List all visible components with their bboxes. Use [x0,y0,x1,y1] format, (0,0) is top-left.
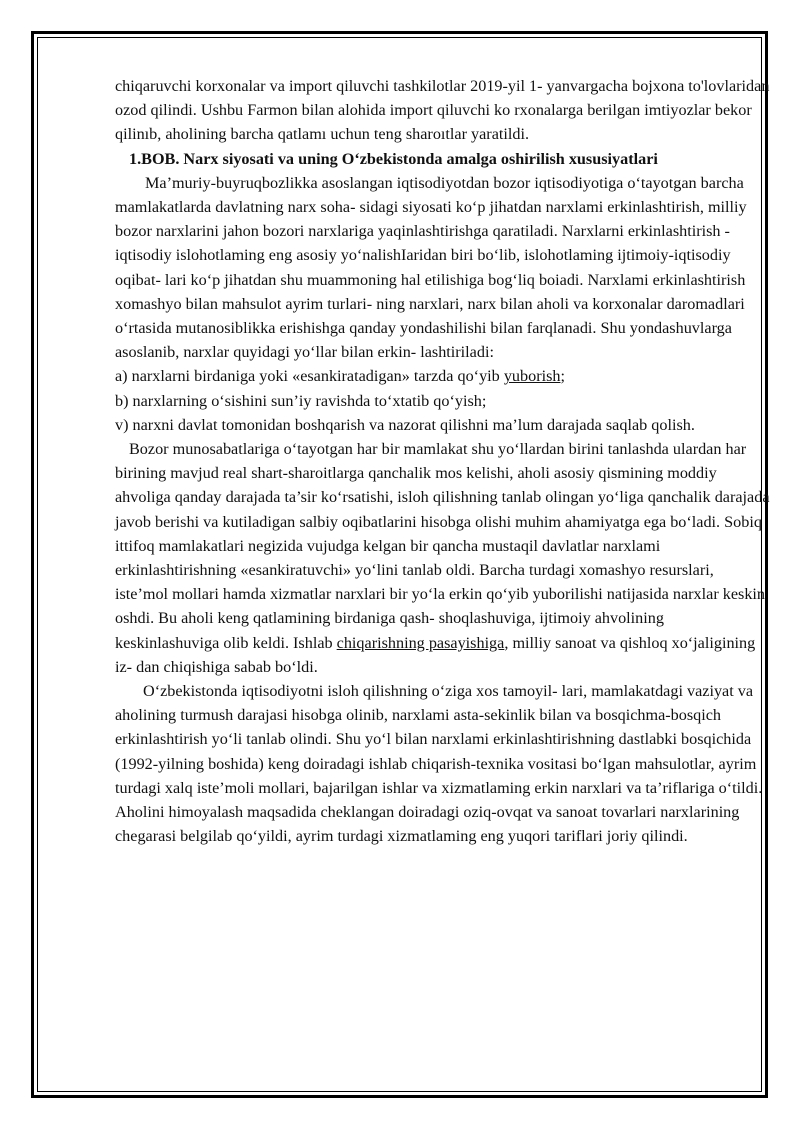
list-item-a-text: a) narxlarni birdaniga yoki «esankiratadigan» tarzda qo‘yib [115,367,504,386]
list-item-b: b) narxlarning o‘sishini sun’iy ravishda to‘xtatib qo‘yish; [115,391,487,410]
paragraph-4: O‘zbekistonda iqtisodiyotni isloh qilishning o‘ziga xos tamoyil- lari, mamlakatdagi vaziyat va aholining turmush darajasi hisobga olinib, narxlami asta-sekinlik bilan va bosqichma-bosqich erkinlashtirish yo‘li tanlab olindi. Shu yo‘l bilan narxlami erkinlashtirishning dastlabki bosqichida (1992-yilning boshida) keng doiradagi ishlab chiqarish-texnika vositasi bo‘lgan mahsulotlar, ayrim turdagi xalq iste’moli mollari, bajarilgan ishlar va xizmatlaming erkin narxlari va ta’riflariga o‘tildi. Aholini himoyalash maqsadida cheklangan doiradagi oziq-ovqat va sanoat tovarlari narxlarining chegarasi belgilab qo‘yildi, ayrim turdagi xizmatlaming eng yuqori tariflari joriy qilindi. [115,682,763,846]
list-item-v: v) narxni davlat tomonidan boshqarish va nazorat qilishni ma’lum darajada saqlab qolish. [115,415,695,434]
underlined-text-pasayishiga: chiqarishning pasayishiga [336,633,505,652]
paragraph-3 [115,437,770,679]
document-body [115,74,770,849]
paragraph-3-end: , milliy sanoat va qishloq xo‘jaligining iz- dan chiqishiga sabab bo‘ldi. [115,633,756,676]
list-item-a [115,364,770,388]
paragraph-2: Ma’muriy-buyruqbozlikka asoslangan iqtisodiyotdan bozor iqtisodiyotiga o‘tayotgan barcha mamlakatlarda davlatning narx soha- sidagi siyosati ko‘p jihatdan narxlami erkinlashtirish, milliy bozor narxlarini jahon bozori narxlariga yaqinlashtirishga qaratiladi. Narxlarni erkinlashtirish - iqtisodiy islohotlaming eng asosiy yo‘nalishIaridan biri bo‘lib, islohotlaming ijtimoiy-iqtisodiy oqibat- lari ko‘p jihatdan shu muammoning hal etilishiga bog‘liq boiadi. Narxlami erkinlashtirish xomashyo bilan mahsulot ayrim turlari- ning narxlari, narx bilan aholi va korxonalar daromadlari o‘rtasida mutanosiblikka erishishga qanday yondashilishi bilan farqlanadi. Shu yondashuvlarga asoslanib, narxlar quyidagi yo‘llar bilan erkin- lashtiriladi: [115,173,747,362]
underlined-text-yuborish: yuborish [503,367,561,386]
paragraph-3-text: Bozor munosabatlariga o‘tayotgan har bir mamlakat shu yo‘llardan birini tanlashda ulardan har birining mavjud real shart-sharoitlarga qanchalik mos kelishi, aholi asosiy qismining moddiy ahvoliga qanday darajada ta’sir ko‘rsatishi, isloh qilishning tanlab olingan yo‘liga qanchalik darajada javob berishi va kutiladigan salbiy oqibatlarini hisobga olishi muhim ahamiyatga ega bo‘ladi. Sobiq ittifoq mamlakatlari negizida vujudga kelgan bir qancha mustaqil davlatlar narxlami erkinlashtirishning «esankiratuvchi» yo‘lini tanlab oldi. Barcha turdagi xomashyo resurslari, iste’mol mollari hamda xizmatlar narxlari bir yo‘la erkin qo‘yib yuborilishi natijasida narxlar keskin oshdi. Bu aholi keng qatlamining birdaniga qash- shoqlashuviga, ijtimoiy ahvolining keskinlashuviga olib keldi. Ishlab [115,440,770,652]
list-item-a-end: ; [560,367,565,386]
chapter-heading: 1.BOB. Narx siyosati va uning O‘zbekistonda amalga oshirilish xususiyatlari [129,149,658,168]
paragraph-1: chiqaruvchi korxonalar va import qiluvchi tashkilotlar 2019-yil 1- yanvargacha bojxona to'lovlaridan ozod qilindi. Ushbu Farmon bilan alohida import qiluvchi ko rxonalarga berilgan imtiyozlar bekor qilinıb, aholining barcha qatlamı uchun teng sharoıtlar yaratildi. [115,77,770,144]
